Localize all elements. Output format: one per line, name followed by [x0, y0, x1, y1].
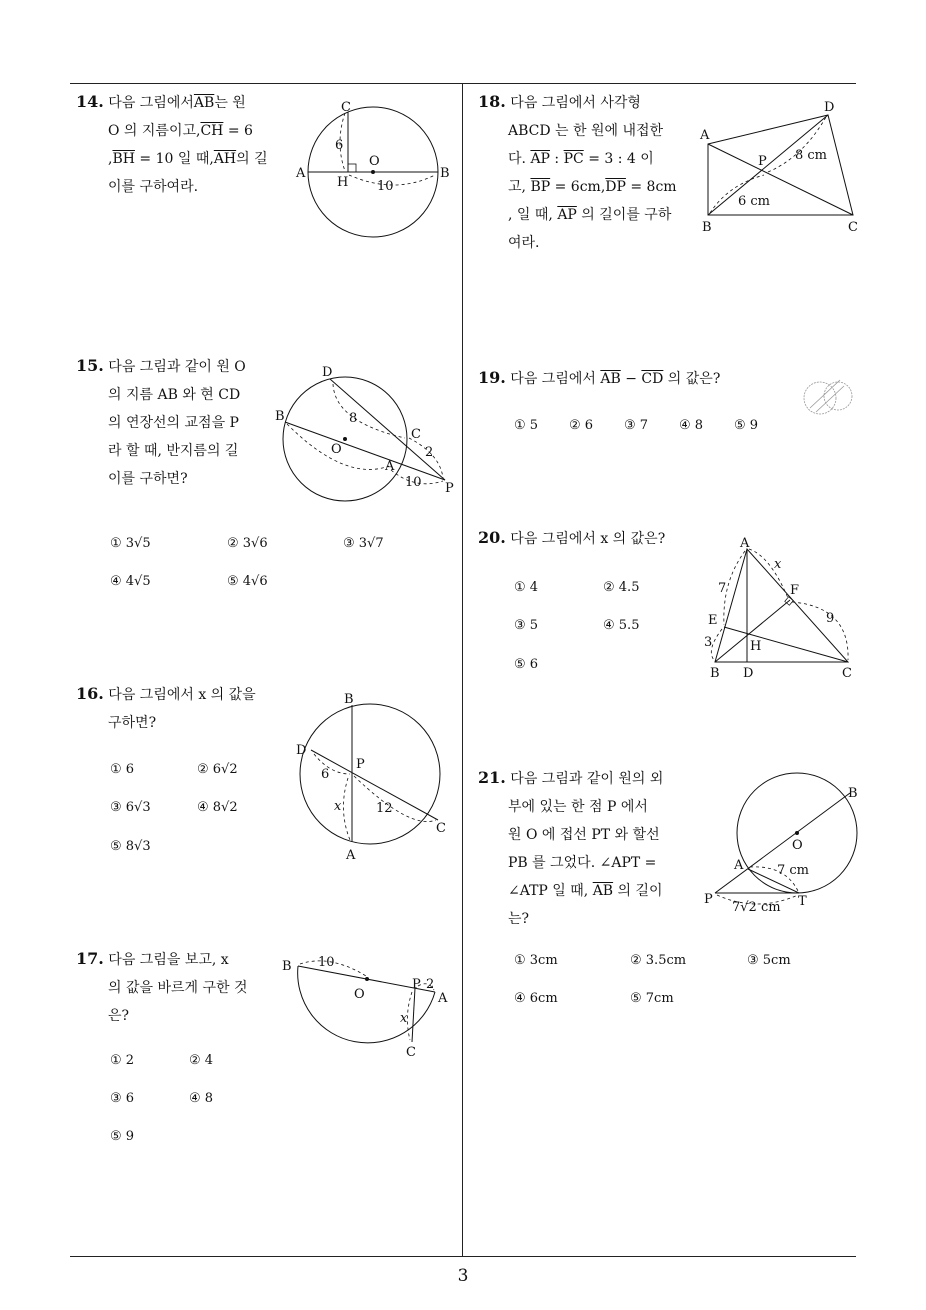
- question-text: 의 값을 바르게 구한 것: [108, 980, 248, 996]
- question-text: 라 할 때, 반지름의 길: [108, 443, 239, 459]
- choice[interactable]: ② 4.5: [603, 580, 640, 595]
- label-sixcm: 6 cm: [738, 194, 771, 209]
- choice[interactable]: ① 4: [514, 580, 539, 595]
- label-x: x: [774, 557, 782, 572]
- label-six: 6: [321, 767, 330, 782]
- choice[interactable]: ⑤ 6: [514, 657, 539, 672]
- segment-bh: $\overline{BH}$: [112, 151, 135, 167]
- question-text: 다음 그림에서 x 의 값을: [108, 687, 256, 703]
- question-text: 다음 그림과 같이 원의 외: [510, 771, 664, 787]
- label-P: P: [704, 892, 713, 907]
- question-text: ABCD 는 한 원에 내접한: [508, 123, 664, 139]
- label-O: O: [369, 154, 380, 169]
- question-text: 의 연장선의 교점을 P: [108, 415, 239, 431]
- segment-dp: $\overline{DP}$: [605, 179, 626, 195]
- label-C: C: [848, 220, 858, 235]
- label-two: 2: [425, 445, 434, 460]
- label-C: C: [411, 427, 421, 442]
- label-C: C: [406, 1045, 416, 1060]
- question-text: 다음 그림에서 사각형: [510, 95, 641, 111]
- label-sevencm: 7 cm: [777, 863, 810, 878]
- question-text: 다음 그림에서 x 의 값은?: [510, 531, 666, 547]
- question-text: , 일 때,: [508, 207, 553, 223]
- segment-cd: $\overline{CD}$: [641, 371, 664, 387]
- question-text: 구하면?: [108, 715, 157, 731]
- choice[interactable]: ① 5: [514, 418, 539, 433]
- label-D: D: [322, 365, 333, 380]
- question-20: [478, 524, 698, 553]
- choice[interactable]: ⑤ 4√6: [227, 574, 268, 589]
- question-text: 원 O 에 접선 PT 와 할선: [508, 827, 660, 843]
- question-text: 이를 구하여라.: [108, 179, 199, 195]
- choice[interactable]: ④ 5.5: [603, 618, 640, 633]
- choice[interactable]: ① 3√5: [110, 536, 151, 551]
- question-text: = 6: [227, 123, 253, 139]
- label-A: A: [438, 991, 448, 1006]
- label-O: O: [354, 987, 365, 1002]
- figure-q21: [700, 775, 865, 920]
- figure-q16: [290, 690, 460, 865]
- choice[interactable]: ③ 3√7: [343, 536, 384, 551]
- segment-ch: $\overline{CH}$: [200, 123, 224, 139]
- question-number: 17.: [76, 949, 104, 968]
- question-text: O 의 지름이고,: [108, 123, 201, 139]
- question-text: ∠ATP 일 때,: [508, 883, 589, 899]
- question-text: 고,: [508, 179, 526, 195]
- label-A: A: [346, 848, 356, 863]
- figure-q15: [275, 362, 465, 502]
- segment-bp: $\overline{BP}$: [530, 179, 551, 195]
- choice[interactable]: ④ 4√5: [110, 574, 151, 589]
- label-seven: 7: [718, 581, 727, 596]
- label-D: D: [296, 743, 307, 758]
- label-P: P: [758, 154, 767, 169]
- label-nine: 9: [826, 611, 835, 626]
- figure-q19: [800, 372, 860, 422]
- question-number: 14.: [76, 92, 104, 111]
- choice[interactable]: ② 3√6: [227, 536, 268, 551]
- question-text: 는 원: [214, 95, 246, 111]
- question-text: = 3 : 4 이: [588, 151, 654, 167]
- label-eightcm: 8 cm: [795, 148, 828, 163]
- choice[interactable]: ④ 8: [679, 418, 704, 433]
- segment-pc: $\overline{PC}$: [563, 151, 584, 167]
- label-P: P: [356, 757, 365, 772]
- choice[interactable]: ① 6: [110, 762, 135, 777]
- choice[interactable]: ③ 5: [514, 618, 539, 633]
- choice[interactable]: ① 3cm: [514, 953, 558, 968]
- question-text: 의 길이를 구하: [581, 207, 672, 223]
- question-text: = 10 일 때,: [139, 151, 214, 167]
- label-A: A: [740, 536, 750, 551]
- segment-ah: $\overline{AH}$: [213, 151, 237, 167]
- label-eight: 8: [349, 411, 358, 426]
- segment-ap: $\overline{AP}$: [530, 151, 550, 167]
- choice[interactable]: ③ 5cm: [747, 953, 791, 968]
- label-A: A: [700, 128, 710, 143]
- label-B: B: [440, 166, 450, 181]
- label-two: 2: [426, 977, 435, 992]
- question-number: 20.: [478, 528, 506, 547]
- question-18: [478, 88, 688, 257]
- label-A: A: [296, 166, 306, 181]
- question-14: [76, 88, 281, 201]
- question-text: = 8cm: [630, 179, 677, 195]
- question-text: :: [554, 151, 560, 167]
- question-16: [76, 680, 286, 737]
- choice[interactable]: ③ 6√3: [110, 800, 151, 815]
- question-17: [76, 945, 276, 1030]
- label-x: x: [400, 1011, 408, 1026]
- choice[interactable]: ⑤ 7cm: [630, 991, 674, 1006]
- choice[interactable]: ② 6√2: [197, 762, 238, 777]
- label-twelve: 12: [376, 801, 393, 816]
- label-x: x: [334, 799, 342, 814]
- label-six: 6: [335, 138, 344, 153]
- choice[interactable]: ② 4: [189, 1053, 214, 1068]
- label-E: E: [708, 613, 718, 628]
- column-divider: [462, 83, 463, 1257]
- figure-q14: [295, 95, 465, 245]
- question-number: 15.: [76, 356, 104, 375]
- label-C: C: [842, 666, 852, 681]
- choice[interactable]: ④ 8√2: [197, 800, 238, 815]
- label-D: D: [743, 666, 754, 681]
- question-text: 의 길: [236, 151, 268, 167]
- question-15: [76, 352, 281, 493]
- question-text: PB 를 그었다. ∠APT =: [508, 855, 657, 871]
- question-21: [478, 764, 693, 933]
- label-B: B: [275, 409, 285, 424]
- label-A: A: [734, 858, 744, 873]
- question-text: 이를 구하면?: [108, 471, 188, 487]
- question-text: −: [625, 371, 637, 387]
- choice[interactable]: ① 2: [110, 1053, 135, 1068]
- label-B: B: [702, 220, 712, 235]
- question-text: 여라.: [508, 235, 540, 251]
- figure-q17: [280, 952, 455, 1062]
- label-ten: 10: [405, 475, 422, 490]
- choice[interactable]: ④ 8: [189, 1091, 214, 1106]
- label-ptlen: 7√2 cm: [732, 900, 781, 915]
- label-C: C: [436, 821, 446, 836]
- question-text: 의 길이: [617, 883, 663, 899]
- label-ten: 10: [377, 179, 394, 194]
- top-rule: [70, 83, 856, 84]
- label-O: O: [331, 442, 342, 457]
- question-text: 다.: [508, 151, 526, 167]
- label-P: P: [412, 977, 421, 992]
- segment-ab: $\overline{AB}$: [592, 883, 614, 899]
- label-H: H: [750, 639, 762, 654]
- question-text: 다음 그림을 보고, x: [108, 952, 229, 968]
- question-number: 16.: [76, 684, 104, 703]
- question-number: 19.: [478, 368, 506, 387]
- choice[interactable]: ③ 6: [110, 1091, 135, 1106]
- question-text: 의 값은?: [667, 371, 721, 387]
- segment-ap: $\overline{AP}$: [557, 207, 577, 223]
- label-F: F: [790, 583, 800, 598]
- choice[interactable]: ② 6: [569, 418, 594, 433]
- label-H: H: [337, 175, 349, 190]
- question-text: = 6cm,: [554, 179, 606, 195]
- choice[interactable]: ⑤ 8√3: [110, 839, 151, 854]
- choice[interactable]: ⑤ 9: [734, 418, 759, 433]
- segment-ab: $\overline{AB}$: [193, 95, 215, 111]
- label-ten: 10: [318, 955, 335, 970]
- bottom-rule: [70, 1256, 856, 1257]
- question-text: 다음 그림에서: [510, 371, 596, 387]
- label-P: P: [445, 481, 454, 496]
- label-B: B: [848, 786, 858, 801]
- figure-q20: [700, 532, 865, 682]
- question-text: 다음 그림과 같이 원 O: [108, 359, 246, 375]
- choice[interactable]: ③ 7: [624, 418, 649, 433]
- choice[interactable]: ④ 6cm: [514, 991, 558, 1006]
- segment-ab: $\overline{AB}$: [600, 371, 621, 387]
- label-B: B: [282, 959, 292, 974]
- question-text: 은?: [108, 1008, 130, 1024]
- page-number: 3: [457, 1266, 469, 1286]
- choice[interactable]: ② 3.5cm: [630, 953, 687, 968]
- label-A: A: [385, 459, 395, 474]
- question-text: 부에 있는 한 점 P 에서: [508, 799, 648, 815]
- choice[interactable]: ⑤ 9: [110, 1129, 135, 1144]
- question-text: ,: [108, 151, 113, 167]
- question-text: 의 지름 AB 와 현 CD: [108, 387, 241, 403]
- label-O: O: [792, 838, 803, 853]
- label-three: 3: [704, 635, 713, 650]
- question-number: 21.: [478, 768, 506, 787]
- label-B: B: [344, 692, 354, 707]
- question-19: [478, 364, 778, 393]
- figure-q18: [698, 97, 868, 237]
- question-number: 18.: [478, 92, 506, 111]
- label-C: C: [341, 100, 351, 115]
- label-D: D: [824, 100, 835, 115]
- label-T: T: [798, 894, 807, 909]
- label-B: B: [710, 666, 720, 681]
- question-text: 다음 그림에서: [108, 95, 194, 111]
- question-text: 는?: [508, 911, 530, 927]
